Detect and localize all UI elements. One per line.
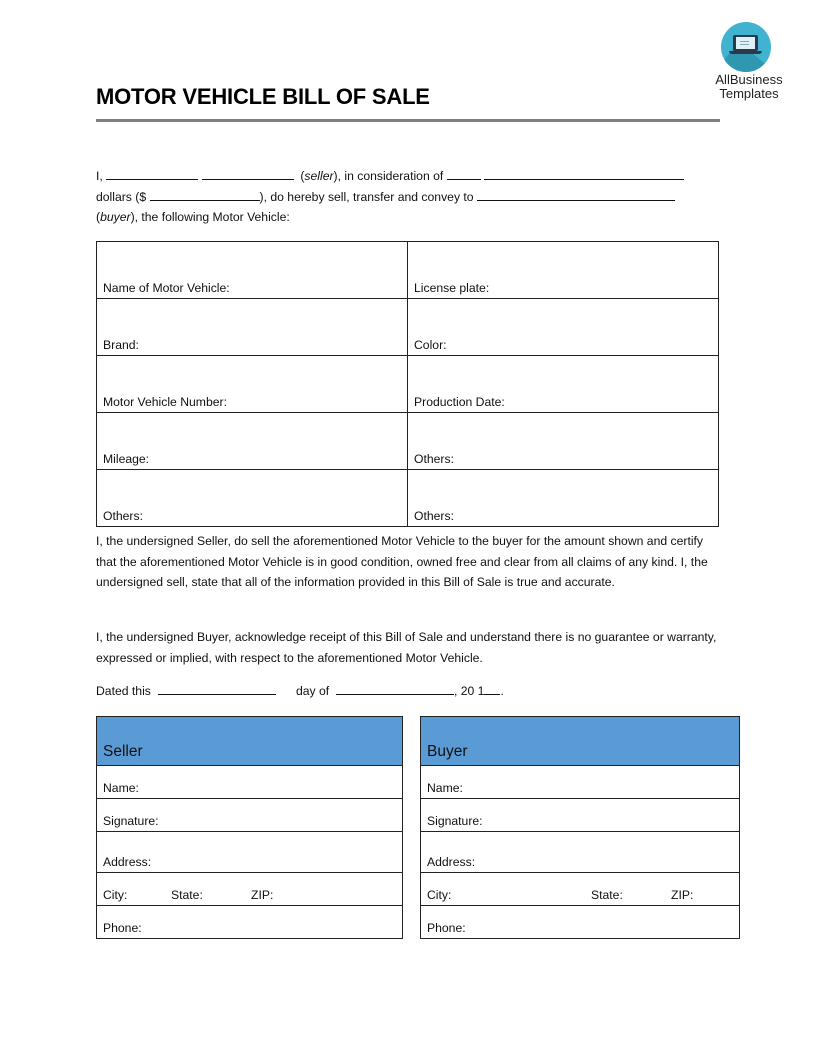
seller-statement: I, the undersigned Seller, do sell the aforementioned Motor Vehicle to the buyer for the amount shown and certify that the aforementioned Motor Vehicle is in good condition, owned free and clear from all claims of any kind. I, the undersigned sell, state that all of the information provided in this Bill of Sale is true and accurate. xyxy=(96,534,708,589)
mileage-field[interactable]: Mileage: xyxy=(97,413,408,470)
seller-zip-field[interactable]: ZIP: xyxy=(245,873,403,906)
dated-line: Dated this day of , 20 1 . xyxy=(96,681,724,702)
color-field[interactable]: Color: xyxy=(408,299,719,356)
amount-words-blank-2[interactable] xyxy=(484,166,684,180)
vehicle-number-field[interactable]: Motor Vehicle Number: xyxy=(97,356,408,413)
vehicle-name-field[interactable]: Name of Motor Vehicle: xyxy=(97,242,408,299)
table-row xyxy=(97,356,719,413)
buyer-header: Buyer xyxy=(421,717,740,766)
buyer-address-field[interactable]: Address: xyxy=(421,832,740,873)
day-blank[interactable] xyxy=(158,681,276,695)
buyer-name-blank[interactable] xyxy=(477,187,675,201)
seller-address-field[interactable]: Address: xyxy=(97,832,403,873)
buyer-signature-field[interactable]: Signature: xyxy=(421,799,740,832)
seller-last-name-blank[interactable] xyxy=(202,166,294,180)
buyer-phone-field[interactable]: Phone: xyxy=(421,906,740,939)
logo-line-1: AllBusiness xyxy=(715,72,783,87)
license-plate-field[interactable]: License plate: xyxy=(408,242,719,299)
buyer-state-field[interactable]: State: xyxy=(585,873,665,906)
buyer-zip-field[interactable]: ZIP: xyxy=(665,873,740,906)
laptop-icon xyxy=(733,35,758,51)
buyer-name-field[interactable]: Name: xyxy=(421,766,740,799)
vehicle-details-table xyxy=(96,241,719,527)
others-field[interactable]: Others: xyxy=(97,470,408,527)
intro-line-3: (buyer), the following Motor Vehicle: xyxy=(96,210,290,224)
seller-info-table xyxy=(96,716,403,939)
logo-line-2: Templates xyxy=(719,86,779,101)
page-title: MOTOR VEHICLE BILL OF SALE xyxy=(96,84,430,109)
seller-first-name-blank[interactable] xyxy=(106,166,198,180)
year-blank[interactable] xyxy=(484,681,500,695)
others-field[interactable]: Others: xyxy=(408,470,719,527)
laptop-base xyxy=(729,51,762,54)
intro-paragraph xyxy=(96,166,724,228)
brand-field[interactable]: Brand: xyxy=(97,299,408,356)
buyer-city-field[interactable]: City: xyxy=(421,873,586,906)
seller-state-field[interactable]: State: xyxy=(165,873,245,906)
seller-header: Seller xyxy=(97,717,403,766)
buyer-info-table xyxy=(420,716,740,939)
table-row xyxy=(97,299,719,356)
seller-city-field[interactable]: City: xyxy=(97,873,166,906)
table-row xyxy=(97,242,719,299)
seller-phone-field[interactable]: Phone: xyxy=(97,906,403,939)
table-row xyxy=(97,470,719,527)
buyer-statement: I, the undersigned Buyer, acknowledge receipt of this Bill of Sale and understand there is no guarantee or warranty, expressed or implied, with respect to the aforementioned Motor Vehicle. xyxy=(96,630,717,665)
amount-words-blank-1[interactable] xyxy=(447,166,481,180)
seller-header-row xyxy=(97,717,403,766)
title-divider xyxy=(96,119,720,122)
amount-number-blank[interactable] xyxy=(150,187,260,201)
month-blank[interactable] xyxy=(336,681,454,695)
logo-badge xyxy=(721,22,771,72)
seller-signature-field[interactable]: Signature: xyxy=(97,799,403,832)
table-row xyxy=(97,413,719,470)
others-field[interactable]: Others: xyxy=(408,413,719,470)
intro-line-1: I, (seller), in consideration of xyxy=(96,166,724,187)
intro-line-2: dollars ($ ), do hereby sell, transfer and convey to xyxy=(96,187,724,208)
production-date-field[interactable]: Production Date: xyxy=(408,356,719,413)
seller-name-field[interactable]: Name: xyxy=(97,766,403,799)
logo-text xyxy=(700,73,798,101)
buyer-header-row xyxy=(421,717,740,766)
